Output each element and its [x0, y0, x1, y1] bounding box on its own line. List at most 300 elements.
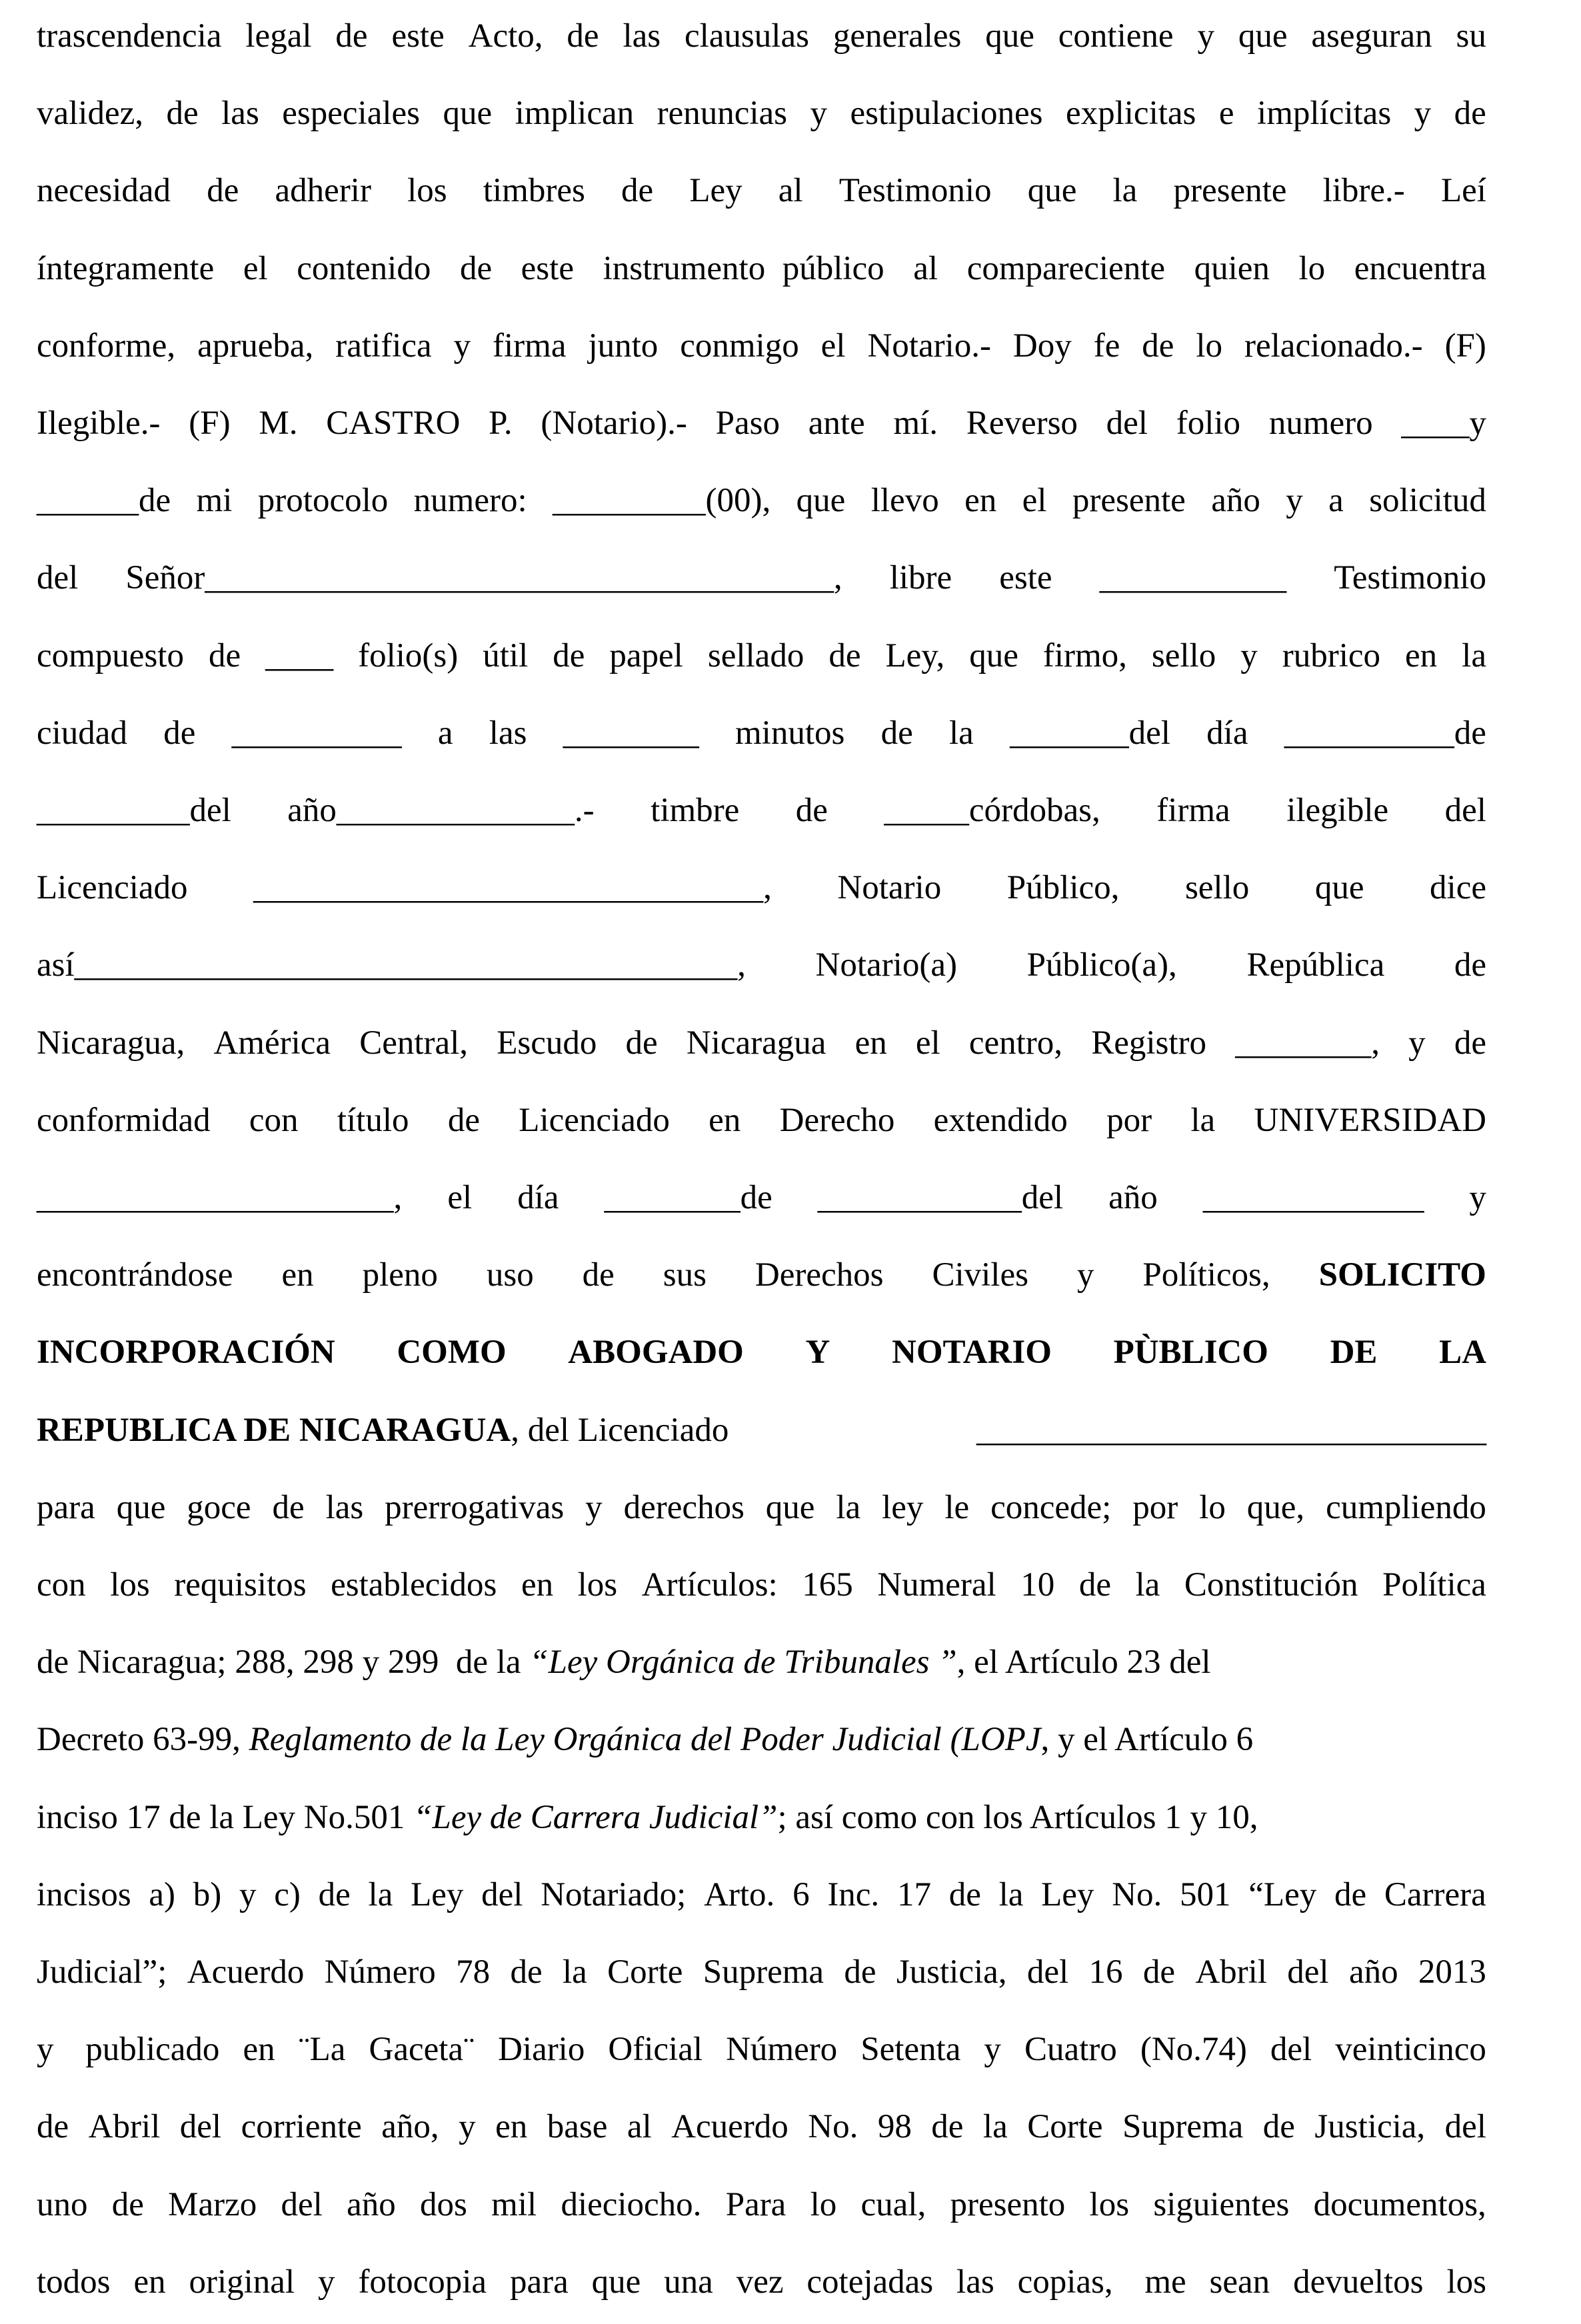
text-segment: y — [1240, 636, 1258, 674]
text-segment: fe — [1093, 327, 1120, 365]
text-segment: folio — [1176, 405, 1241, 442]
text-segment: año______________.- — [287, 792, 595, 829]
text-segment: en — [495, 2108, 528, 2146]
text-segment: ______de — [37, 482, 171, 520]
text-segment: “Ley Orgánica de Tribunales ” — [529, 1644, 957, 1682]
text-segment: que — [1238, 17, 1288, 55]
text-segment: año — [1348, 1953, 1398, 1991]
text-segment: Judicial”; — [37, 1953, 167, 1991]
text-segment: en — [521, 1566, 554, 1604]
text-segment: y — [1408, 1024, 1426, 1062]
text-line — [37, 1016, 1486, 1070]
text-segment: del — [1287, 1953, 1329, 1991]
text-segment: a) — [149, 1875, 176, 1913]
text-segment: de — [567, 17, 599, 55]
text-segment: al — [913, 249, 938, 287]
text-segment: del — [1026, 1953, 1069, 1991]
text-line — [37, 784, 1486, 837]
text-line — [37, 2100, 1486, 2153]
text-segment: con — [37, 1566, 86, 1604]
text-segment: (No.74) — [1140, 2031, 1247, 2069]
text-segment: , el Artículo 23 del — [956, 1644, 1211, 1682]
text-segment: rubrico — [1282, 636, 1381, 674]
text-segment: la — [368, 1875, 393, 1913]
text-segment: inciso 17 de la Ley No.501 — [37, 1798, 414, 1836]
text-line — [37, 1558, 1486, 1612]
text-segment: conmigo — [680, 327, 799, 365]
text-segment: ilegible — [1286, 792, 1389, 829]
text-segment: _____________ — [1202, 1179, 1424, 1216]
text-segment: que — [796, 482, 846, 520]
text-segment: Políticos, — [1142, 1256, 1270, 1294]
text-line — [37, 1713, 1486, 1766]
text-segment: 10 — [1020, 1566, 1055, 1604]
document-page — [37, 0, 1486, 2324]
text-line — [37, 1945, 1486, 1999]
text-segment: Paso — [715, 405, 780, 442]
text-segment: M. — [259, 405, 298, 442]
text-segment: Notario(a) — [815, 946, 957, 984]
text-segment: este — [999, 559, 1052, 597]
text-segment: Derecho — [779, 1101, 895, 1139]
text-segment: Arto. — [704, 1875, 775, 1913]
text-segment: mil — [491, 2185, 537, 2223]
text-line — [37, 319, 1486, 373]
text-segment: y — [239, 1875, 257, 1913]
text-segment: instrumento público — [603, 249, 884, 287]
text-segment: timbres — [483, 172, 585, 210]
text-line — [37, 242, 1486, 295]
text-segment: uso — [486, 1256, 534, 1294]
text-segment: los — [1446, 2263, 1486, 2301]
text-segment: Acuerdo — [187, 1953, 305, 1991]
text-segment: que — [969, 636, 1018, 674]
text-segment: uno — [37, 2185, 88, 2223]
text-segment: __________de — [1284, 714, 1486, 752]
text-segment: Doy — [1012, 327, 1072, 365]
text-segment: la — [949, 714, 974, 752]
text-segment: útil — [483, 636, 529, 674]
text-segment: Justicia, — [1314, 2108, 1426, 2146]
text-segment: sellado — [707, 636, 804, 674]
text-segment: y — [1469, 1179, 1486, 1216]
text-segment: las — [221, 95, 259, 133]
text-segment: Público, — [1006, 869, 1120, 907]
text-segment: por — [1106, 1101, 1152, 1139]
text-segment: presente — [1072, 482, 1186, 520]
text-segment: de — [1078, 1566, 1111, 1604]
text-segment: Reglamento de la Ley Orgánica del Poder Judicial (LOPJ — [249, 1721, 1041, 1759]
text-segment: _________del — [37, 792, 231, 829]
text-segment: Artículos: — [641, 1566, 778, 1604]
text-segment: (F) — [189, 405, 231, 442]
text-segment: ____ — [265, 636, 334, 674]
text-segment: Constitución — [1184, 1566, 1358, 1604]
text-line — [37, 1868, 1486, 1921]
text-segment: renuncias — [657, 95, 788, 133]
text-segment: firma — [1156, 792, 1230, 829]
text-segment: ___________ — [1099, 559, 1287, 597]
text-segment: Ley — [689, 172, 743, 210]
text-segment: de — [828, 636, 861, 674]
text-segment: LA — [1439, 1334, 1486, 1372]
text-line — [37, 706, 1486, 760]
text-segment: de — [880, 714, 913, 752]
text-segment: dieciocho. — [561, 2185, 702, 2223]
text-segment: 17 — [896, 1875, 931, 1913]
text-segment: del — [481, 1875, 523, 1913]
text-segment: Corte — [1027, 2108, 1103, 2146]
text-segment: _____córdobas, — [884, 792, 1100, 829]
text-segment: de — [1142, 327, 1174, 365]
text-segment: del — [37, 559, 79, 597]
text-segment: de — [1334, 1875, 1367, 1913]
text-segment: Señor_____________________________________, — [125, 559, 842, 597]
text-segment: Público(a), — [1026, 946, 1177, 984]
text-segment: (Notario).- — [541, 405, 687, 442]
text-segment: cotejadas — [806, 2263, 934, 2301]
text-segment: P. — [489, 405, 513, 442]
text-segment: DE — [1330, 1334, 1378, 1372]
text-segment: le — [944, 1488, 970, 1526]
text-segment: del — [281, 2185, 323, 2223]
text-segment: contiene — [1058, 17, 1174, 55]
text-segment: la — [1190, 1101, 1216, 1139]
text-segment: ____y — [1401, 405, 1486, 442]
text-segment: de — [1454, 946, 1486, 984]
text-segment: de — [111, 2185, 144, 2223]
text-segment: de — [844, 1953, 876, 1991]
text-segment: este — [521, 249, 574, 287]
text-segment: día — [517, 1179, 559, 1216]
text-segment: presento — [950, 2185, 1066, 2223]
text-segment: Cuatro — [1024, 2031, 1117, 2069]
text-segment: No. — [808, 2108, 858, 2146]
text-segment: de — [447, 1101, 480, 1139]
text-segment: dice — [1430, 869, 1486, 907]
text-segment: establecidos — [331, 1566, 497, 1604]
text-segment: íntegramente — [37, 249, 215, 287]
text-segment: del — [1270, 2031, 1312, 2069]
text-segment: fotocopia — [358, 2263, 487, 2301]
text-segment: ________, — [1235, 1024, 1380, 1062]
text-segment: requisitos — [174, 1566, 307, 1604]
text-segment: junto — [588, 327, 659, 365]
text-segment: contenido — [297, 249, 431, 287]
text-segment: Acuerdo — [671, 2108, 789, 2146]
text-segment: b) — [193, 1875, 222, 1913]
text-segment: legal — [245, 17, 312, 55]
text-line — [37, 861, 1486, 914]
text-segment: c) — [274, 1875, 301, 1913]
text-segment: trascendencia — [37, 17, 222, 55]
text-segment: sean — [1209, 2263, 1270, 2301]
text-segment: validez, — [37, 95, 143, 133]
text-segment: Numeral — [877, 1566, 996, 1604]
text-segment: de — [582, 1256, 615, 1294]
text-segment: Número — [726, 2031, 838, 2069]
text-segment: Ley — [411, 1875, 464, 1913]
text-segment: base — [547, 2108, 608, 2146]
text-segment: Acto, — [468, 17, 543, 55]
text-segment: en — [964, 482, 997, 520]
text-segment: Leí — [1440, 172, 1486, 210]
text-segment: de — [208, 636, 241, 674]
text-segment: copias, — [1017, 2263, 1113, 2301]
text-line — [37, 9, 1486, 63]
text-segment: (F) — [1444, 327, 1486, 365]
text-segment: Número — [324, 1953, 436, 1991]
text-segment: 78 — [456, 1953, 491, 1991]
text-segment: COMO — [397, 1334, 507, 1372]
text-segment: día — [1206, 714, 1248, 752]
text-segment: NOTARIO — [891, 1334, 1052, 1372]
text-segment: necesidad — [37, 172, 171, 210]
text-segment: que — [765, 1488, 815, 1526]
text-segment: implican — [515, 95, 635, 133]
text-segment: las — [956, 2263, 994, 2301]
text-segment: 165 — [802, 1566, 853, 1604]
text-segment: y — [810, 95, 828, 133]
text-segment: firma — [493, 327, 567, 365]
text-segment: una — [664, 2263, 713, 2301]
text-segment: la — [1112, 172, 1138, 210]
text-segment: Ley, — [885, 636, 945, 674]
text-segment: ________de — [604, 1179, 773, 1216]
text-segment: los — [407, 172, 447, 210]
text-segment: los — [577, 1566, 618, 1604]
text-segment: Diario — [498, 2031, 585, 2069]
text-segment: en — [243, 2031, 275, 2069]
text-segment: de — [459, 249, 493, 287]
text-segment: solicitud — [1369, 482, 1486, 520]
text-segment: ____________del — [817, 1179, 1064, 1216]
text-segment: Derechos — [755, 1256, 884, 1294]
text-segment: la — [982, 2108, 1008, 2146]
text-segment: y — [1414, 95, 1432, 133]
text-segment: extendido — [933, 1101, 1068, 1139]
text-segment: al — [778, 172, 803, 210]
text-segment: REPUBLICA DE NICARAGUA, del Licenciado — [37, 1411, 729, 1449]
text-segment: aprueba, — [197, 327, 314, 365]
text-segment: lo — [1298, 249, 1326, 287]
text-segment: ABOGADO — [568, 1334, 744, 1372]
text-line — [37, 1326, 1486, 1379]
text-segment: de — [510, 1953, 543, 1991]
text-segment: Nicaragua, — [37, 1024, 185, 1062]
text-segment: relacionado.- — [1244, 327, 1423, 365]
text-segment: en — [854, 1024, 887, 1062]
text-segment: lo — [1196, 327, 1223, 365]
text-segment: que — [116, 1488, 166, 1526]
text-segment: compuesto — [37, 636, 184, 674]
text-segment: documentos, — [1313, 2185, 1486, 2223]
text-segment: 2013 — [1418, 1953, 1486, 1991]
text-segment: Gaceta¨ — [369, 2031, 475, 2069]
text-segment: de — [37, 2108, 69, 2146]
text-segment: al — [627, 2108, 652, 2146]
text-segment: la — [836, 1488, 861, 1526]
text-segment: SOLICITO — [1318, 1256, 1486, 1294]
text-segment: del — [1444, 2108, 1486, 2146]
text-segment: de — [207, 172, 239, 210]
text-segment: este — [391, 17, 445, 55]
text-segment: quien — [1194, 249, 1270, 287]
text-segment: de — [621, 172, 654, 210]
text-segment: estipulaciones — [850, 95, 1043, 133]
text-line — [37, 1248, 1486, 1302]
text-segment: y — [585, 1488, 603, 1526]
text-segment: Ilegible.- — [37, 405, 161, 442]
text-segment: Justicia, — [896, 1953, 1007, 1991]
text-segment: e — [1218, 95, 1234, 133]
text-segment: y — [318, 2263, 335, 2301]
text-segment: ______________________________ — [976, 1411, 1486, 1449]
text-segment: _________(00), — [553, 482, 771, 520]
text-line — [37, 2178, 1486, 2231]
text-segment: y — [1197, 17, 1214, 55]
text-segment: la — [1462, 636, 1486, 674]
text-segment: folio(s) — [358, 636, 459, 674]
text-segment: Política — [1382, 1566, 1486, 1604]
text-segment: implícitas — [1257, 95, 1392, 133]
text-segment: Notario.- — [867, 327, 991, 365]
text-segment: en — [709, 1101, 741, 1139]
text-segment: su — [1456, 17, 1486, 55]
text-segment: de Nicaragua; 288, 298 y 299 de la — [37, 1644, 530, 1682]
text-segment: Suprema — [1122, 2108, 1244, 2146]
text-segment: de — [553, 636, 585, 674]
text-segment: derechos — [623, 1488, 745, 1526]
text-segment: por — [1132, 1488, 1178, 1526]
text-segment: año, — [381, 2108, 439, 2146]
text-segment: el — [915, 1024, 940, 1062]
text-segment: Y — [805, 1334, 830, 1372]
text-segment: de — [625, 1024, 658, 1062]
text-segment: Carrera — [1384, 1875, 1486, 1913]
text-segment: de — [335, 17, 368, 55]
text-segment: el — [820, 327, 846, 365]
text-segment: Notario — [837, 869, 942, 907]
text-segment: el — [243, 249, 268, 287]
text-segment: la — [562, 1953, 587, 1991]
text-segment: _____________________, — [37, 1179, 403, 1216]
text-segment: Reverso — [966, 405, 1078, 442]
text-segment: Marzo — [168, 2185, 257, 2223]
text-line — [37, 164, 1486, 217]
text-segment: el — [1022, 482, 1047, 520]
text-segment: en — [133, 2263, 166, 2301]
text-line — [37, 629, 1486, 682]
text-segment: que — [443, 95, 493, 133]
text-segment: la — [1135, 1566, 1160, 1604]
text-segment: 501 — [1180, 1875, 1231, 1913]
text-segment: y — [459, 2108, 476, 2146]
text-segment: Abril — [1195, 1953, 1267, 1991]
text-segment: y — [1286, 482, 1303, 520]
text-segment: Central, — [359, 1024, 469, 1062]
text-segment: mi — [196, 482, 233, 520]
text-segment: centro, — [968, 1024, 1063, 1062]
text-segment: “Ley de Carrera Judicial” — [413, 1798, 778, 1836]
text-segment: minutos — [735, 714, 845, 752]
text-segment: llevo — [870, 482, 939, 520]
text-segment: todos — [37, 2263, 111, 2301]
text-segment: firmo, — [1042, 636, 1127, 674]
text-segment: ; así como con los Artículos 1 y 10, — [777, 1798, 1258, 1836]
text-segment: Testimonio — [838, 172, 992, 210]
text-segment: No. — [1112, 1875, 1162, 1913]
text-segment: los — [1089, 2185, 1130, 2223]
text-segment: América — [213, 1024, 331, 1062]
text-line — [37, 1636, 1486, 1689]
text-segment: así_______________________________________, — [37, 946, 746, 984]
text-segment: dos — [420, 2185, 467, 2223]
text-segment: goce — [187, 1488, 251, 1526]
text-segment: del — [1106, 405, 1148, 442]
text-segment: cual, — [860, 2185, 926, 2223]
text-segment: devueltos — [1293, 2263, 1424, 2301]
text-segment: Decreto 63-99, — [37, 1721, 249, 1759]
text-segment: ciudad — [37, 714, 127, 752]
text-segment: título — [337, 1101, 409, 1139]
text-segment: libre — [889, 559, 952, 597]
text-segment: sello — [1184, 869, 1250, 907]
text-segment: compareciente — [966, 249, 1165, 287]
text-segment: Licenciado — [519, 1101, 670, 1139]
text-segment: publicado — [77, 2031, 220, 2069]
text-segment: ratifica — [335, 327, 432, 365]
text-line — [37, 397, 1486, 450]
text-segment: de — [163, 714, 196, 752]
text-segment: __________ — [231, 714, 402, 752]
text-segment: año — [347, 2185, 396, 2223]
text-segment: papel — [609, 636, 683, 674]
text-segment: de — [948, 1875, 981, 1913]
text-segment: 6 — [792, 1875, 810, 1913]
text-line — [37, 87, 1486, 140]
text-segment: las — [623, 17, 661, 55]
text-segment: clausulas — [684, 17, 809, 55]
text-segment: timbre — [651, 792, 740, 829]
text-segment: República — [1246, 946, 1385, 984]
text-segment: y — [1076, 1256, 1094, 1294]
text-segment: cumpliendo — [1326, 1488, 1486, 1526]
text-segment: año — [1108, 1179, 1158, 1216]
text-line — [37, 1481, 1486, 1534]
text-segment: 98 — [877, 2108, 912, 2146]
text-segment: de — [1262, 2108, 1295, 2146]
text-segment: adherir — [275, 172, 371, 210]
text-segment: original — [189, 2263, 295, 2301]
text-segment: de — [166, 95, 199, 133]
text-segment: CASTRO — [326, 405, 461, 442]
text-segment: la — [998, 1875, 1024, 1913]
text-segment: generales — [832, 17, 962, 55]
text-segment: Inc. — [827, 1875, 880, 1913]
text-segment: Escudo — [497, 1024, 597, 1062]
text-segment: ¨La — [298, 2031, 346, 2069]
text-segment: sello — [1151, 636, 1216, 674]
text-segment: numero: — [413, 482, 527, 520]
text-line — [37, 1404, 1486, 1457]
text-segment: ______________________________, — [253, 869, 772, 907]
text-segment: encontrándose — [37, 1256, 233, 1294]
text-segment: de — [318, 1875, 351, 1913]
text-segment: _______del — [1010, 714, 1170, 752]
text-segment: lo — [810, 2185, 837, 2223]
text-line — [37, 1791, 1486, 1844]
